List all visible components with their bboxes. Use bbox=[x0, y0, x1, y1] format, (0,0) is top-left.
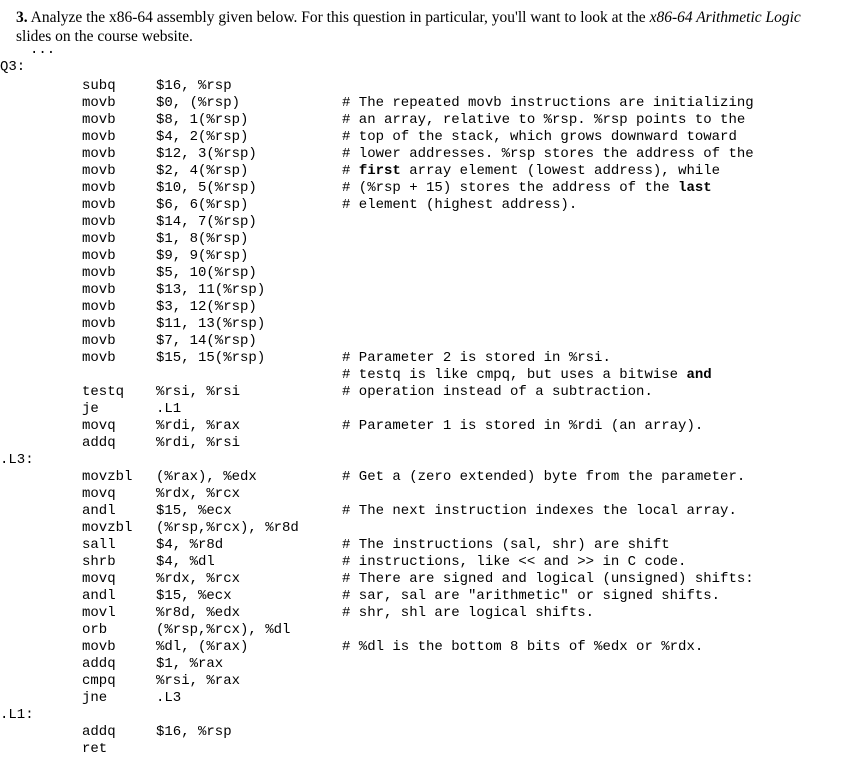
instruction-operands: $13, 11(%rsp) bbox=[156, 282, 266, 298]
instruction-opcode: movb bbox=[82, 299, 116, 315]
label-l3: .L3: bbox=[0, 452, 34, 468]
comment-text: array element (lowest address), while bbox=[400, 163, 721, 179]
comment-line: # The repeated movb instructions are initializing bbox=[342, 95, 754, 111]
comment-text: # bbox=[342, 163, 359, 179]
instruction-operands: %rdi, %rax bbox=[156, 418, 241, 434]
question-text-before: Analyze the x86-64 assembly given below. For this question in particular, you'll want to look at the bbox=[30, 9, 646, 26]
instruction-opcode: movb bbox=[82, 129, 116, 145]
comment-emphasis: last bbox=[678, 180, 712, 196]
instruction-opcode: movzbl bbox=[82, 469, 133, 485]
instruction-operands: .L3 bbox=[156, 690, 182, 706]
comment-line: # element (highest address). bbox=[342, 197, 578, 213]
instruction-operands: $4, 2(%rsp) bbox=[156, 129, 249, 145]
instruction-opcode: movb bbox=[82, 163, 116, 179]
instruction-operands: %rsi, %rsi bbox=[156, 384, 241, 400]
instruction-opcode: movzbl bbox=[82, 520, 133, 536]
instruction-operands: %rdi, %rsi bbox=[156, 435, 241, 451]
instruction-opcode: movq bbox=[82, 571, 116, 587]
instruction-opcode: movb bbox=[82, 350, 116, 366]
instruction-opcode: movb bbox=[82, 214, 116, 230]
instruction-opcode: movl bbox=[82, 605, 116, 621]
comment-line: # There are signed and logical (unsigned) shifts: bbox=[342, 571, 754, 587]
comment-line bbox=[342, 367, 712, 384]
instruction-opcode: shrb bbox=[82, 554, 116, 570]
instruction-operands: $2, 4(%rsp) bbox=[156, 163, 249, 179]
comment-line: # instructions, like << and >> in C code. bbox=[342, 554, 687, 570]
instruction-operands: .L1 bbox=[156, 401, 182, 417]
instruction-operands: $4, %r8d bbox=[156, 537, 224, 553]
instruction-opcode: andl bbox=[82, 503, 116, 519]
instruction-operands: $9, 9(%rsp) bbox=[156, 248, 249, 264]
comment-line: # shr, shl are logical shifts. bbox=[342, 605, 595, 621]
comment-line: # Get a (zero extended) byte from the parameter. bbox=[342, 469, 746, 485]
instruction-opcode: addq bbox=[82, 435, 116, 451]
instruction-operands: $4, %dl bbox=[156, 554, 215, 570]
label-q3: Q3: bbox=[0, 59, 26, 75]
instruction-operands: %rdx, %rcx bbox=[156, 571, 241, 587]
question-number: 3. bbox=[16, 9, 28, 26]
instruction-opcode: movb bbox=[82, 265, 116, 281]
question-text-after: slides on the course website. bbox=[16, 28, 193, 45]
slides-title: x86-64 Arithmetic Logic bbox=[649, 9, 801, 26]
instruction-opcode: orb bbox=[82, 622, 108, 638]
comment-line: # top of the stack, which grows downward toward bbox=[342, 129, 737, 145]
instruction-opcode: addq bbox=[82, 724, 116, 740]
instruction-operands: $1, %rax bbox=[156, 656, 224, 672]
ellipsis: ... bbox=[30, 42, 56, 58]
instruction-operands: (%rsp,%rcx), %r8d bbox=[156, 520, 299, 536]
instruction-operands: $5, 10(%rsp) bbox=[156, 265, 257, 281]
comment-line: # The next instruction indexes the local array. bbox=[342, 503, 737, 519]
instruction-operands: $6, 6(%rsp) bbox=[156, 197, 249, 213]
comment-text: # (%rsp + 15) stores the address of the bbox=[342, 180, 679, 196]
instruction-opcode: movb bbox=[82, 112, 116, 128]
instruction-opcode: movb bbox=[82, 282, 116, 298]
instruction-operands: $8, 1(%rsp) bbox=[156, 112, 249, 128]
comment-line: # Parameter 1 is stored in %rdi (an array). bbox=[342, 418, 704, 434]
instruction-operands: $16, %rsp bbox=[156, 78, 232, 94]
instruction-operands: %r8d, %edx bbox=[156, 605, 241, 621]
instruction-operands: $3, 12(%rsp) bbox=[156, 299, 257, 315]
comment-emphasis: first bbox=[358, 163, 401, 179]
instruction-opcode: movq bbox=[82, 418, 116, 434]
instruction-operands: $14, 7(%rsp) bbox=[156, 214, 257, 230]
instruction-operands: $15, 15(%rsp) bbox=[156, 350, 266, 366]
instruction-opcode: cmpq bbox=[82, 673, 116, 689]
comment-text: # testq is like cmpq, but uses a bitwise bbox=[342, 367, 687, 383]
comment-line: # Parameter 2 is stored in %rsi. bbox=[342, 350, 611, 366]
instruction-operands: $10, 5(%rsp) bbox=[156, 180, 257, 196]
comment-emphasis: and bbox=[686, 367, 712, 383]
instruction-opcode: je bbox=[82, 401, 99, 417]
instruction-operands: $1, 8(%rsp) bbox=[156, 231, 249, 247]
instruction-operands: (%rsp,%rcx), %dl bbox=[156, 622, 291, 638]
instruction-opcode: jne bbox=[82, 690, 108, 706]
instruction-opcode: sall bbox=[82, 537, 116, 553]
instruction-operands: $15, %ecx bbox=[156, 588, 232, 604]
instruction-opcode: movb bbox=[82, 333, 116, 349]
comment-line: # an array, relative to %rsp. %rsp points to the bbox=[342, 112, 746, 128]
instruction-opcode: movq bbox=[82, 486, 116, 502]
comment-line bbox=[342, 163, 720, 180]
instruction-opcode: movb bbox=[82, 231, 116, 247]
instruction-opcode: testq bbox=[82, 384, 125, 400]
instruction-opcode: movb bbox=[82, 639, 116, 655]
instruction-operands: %dl, (%rax) bbox=[156, 639, 249, 655]
comment-line bbox=[342, 180, 712, 197]
instruction-opcode: movb bbox=[82, 248, 116, 264]
instruction-opcode: ret bbox=[82, 741, 108, 757]
instruction-operands: $12, 3(%rsp) bbox=[156, 146, 257, 162]
instruction-operands: $11, 13(%rsp) bbox=[156, 316, 266, 332]
instruction-opcode: movb bbox=[82, 95, 116, 111]
instruction-opcode: movb bbox=[82, 316, 116, 332]
comment-line: # The instructions (sal, shr) are shift bbox=[342, 537, 670, 553]
instruction-opcode: addq bbox=[82, 656, 116, 672]
comment-line: # sar, sal are "arithmetic" or signed shifts. bbox=[342, 588, 721, 604]
comment-line: # lower addresses. %rsp stores the address of the bbox=[342, 146, 754, 162]
instruction-opcode: andl bbox=[82, 588, 116, 604]
comment-line: # operation instead of a subtraction. bbox=[342, 384, 653, 400]
instruction-opcode: movb bbox=[82, 197, 116, 213]
comment-line: # %dl is the bottom 8 bits of %edx or %rdx. bbox=[342, 639, 704, 655]
instruction-operands: $0, (%rsp) bbox=[156, 95, 241, 111]
label-l1: .L1: bbox=[0, 707, 34, 723]
instruction-opcode: movb bbox=[82, 146, 116, 162]
instruction-opcode: subq bbox=[82, 78, 116, 94]
instruction-operands: %rsi, %rax bbox=[156, 673, 241, 689]
instruction-operands: $7, 14(%rsp) bbox=[156, 333, 257, 349]
instruction-operands: (%rax), %edx bbox=[156, 469, 257, 485]
instruction-operands: $15, %ecx bbox=[156, 503, 232, 519]
instruction-operands: $16, %rsp bbox=[156, 724, 232, 740]
instruction-operands: %rdx, %rcx bbox=[156, 486, 241, 502]
instruction-opcode: movb bbox=[82, 180, 116, 196]
